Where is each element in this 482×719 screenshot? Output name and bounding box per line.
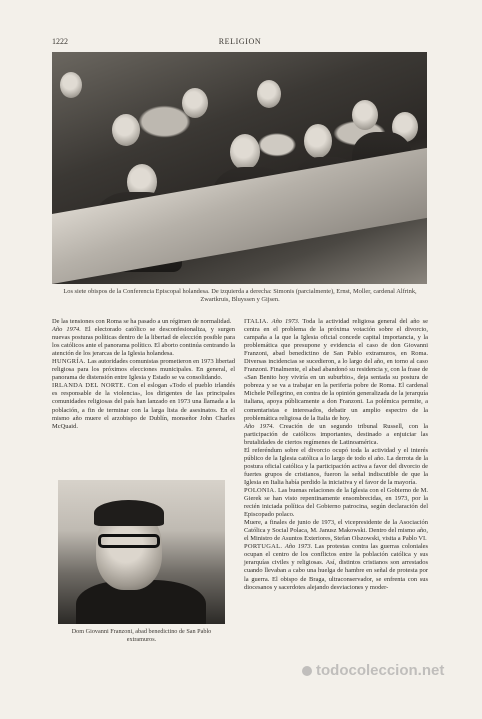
paragraph: IRLANDA DEL NORTE. Con el eslogan «Todo el pueblo irlandés es responsable de la violencia», los dirigentes de las principales comunidades religiosas del país han lanzado en 1973 una llamada a la población, a fin de terminar con la larga lista de asesinatos. En el mismo año muere el arzobispo de Dublín, monseñor John Charles McQuaid. xyxy=(52,382,235,430)
bishops-conference-photo xyxy=(52,52,427,284)
right-column xyxy=(244,318,428,592)
franzoni-portrait-photo xyxy=(58,480,225,624)
running-head: RELIGION xyxy=(218,37,262,46)
bottom-photo-caption: Dom Giovanni Franzoni, abad benedictino de San Pablo extramuros. xyxy=(71,628,212,643)
page-number: 1222 xyxy=(52,37,68,46)
watermark-text: todocoleccion.net xyxy=(316,662,445,679)
paragraph: POLONIA. Las buenas relaciones de la Iglesia con el Gobierno de M. Gierek se han visto repentinamente ensombrecidas, en 1973, por la recién iniciada política del Gobierno patrocina, según declaración del Episcopado polaco. xyxy=(244,486,428,519)
paragraph: HUNGRÍA. Las autoridades comunistas prometieron en 1973 libertad religiosa para los próximos elecciones municipales. En general, el panorama de distensión entre Iglesia y Estado se va consolidando. xyxy=(52,358,235,382)
paragraph: Año 1974. El electorado católico se desconfesionaliza, y surgen nuevas posturas políticas dentro de la libertad de elección posible para los católicos ante el panorama político. El aborto continúa centrando la atención de los jerarcas de la Iglesia holandesa. xyxy=(52,326,235,358)
paragraph: El referéndum sobre el divorcio ocupó toda la actividad y el interés público de la Iglesia católica a lo largo de todo el año. La derrota de la postura oficial católica y la participación activa a favor del divorcio de fuertes grupos de cristianos, fueron la señal indiscutible de que la Iglesia en Italia había perdido la iniciativa y el favor de la mayoría. xyxy=(244,446,428,486)
paragraph: Muere, a finales de junio de 1973, el vicepresidente de la Asociación Católica y Social Polaca, M. Janusz Makowski. Dentro del mismo año, el Ministro de Asuntos Exteriores, Stefan Olszowski, visita a Pablo VI. xyxy=(244,519,428,543)
watermark xyxy=(302,662,444,679)
paragraph: ITALIA. Año 1973. Toda la actividad religiosa general del año se centra en el problema de la próxima votación sobre el divorcio, campaña a la que la Iglesia oficial concede capital importancia, y la problemática que presupone y evidencia el caso de don Giovanni Franzoni, abad benedictino de San Pablo extramuros, en Roma. Diversas incidencias se sucedieron, a lo largo del año, en torno al caso Franzoni. Finalmente, el abad abandonó su residencia y, con la frase de «San Benito hoy viviría en un suburbio», deja sentada su postura de pobreza y se va a trabajar en la periferia pobre de Roma. El cardenal Michele Pellegrino, en contra de la opinión generalizada de la jerarquía italiana, apoya públicamente a don Franzoni. La polémica permite, a comentaristas e interesados, debatir un amplio espectro de la problemática religiosa de la Italia de hoy. xyxy=(244,318,429,422)
left-column xyxy=(52,318,235,431)
top-photo-caption: Los siete obispos de la Conferencia Episcopal holandesa. De izquierda a derecha: Simonis (parcialmente), Ernst, Moller, cardenal Alfrink, Zwartkruis, Bluyssen y Gijsen. xyxy=(63,288,417,303)
watermark-logo-icon xyxy=(302,666,312,676)
paragraph: De las tensiones con Roma se ha pasado a un régimen de normalidad. xyxy=(52,318,232,325)
page-header xyxy=(52,37,428,49)
paragraph: Año 1974. Creación de un segundo tribunal Russell, con la participación de católicos importantes, destinado a enjuiciar las brutalidades de ciertos regímenes de Latinoamérica. xyxy=(244,422,428,446)
paragraph: PORTUGAL. Año 1973. Las protestas contra las guerras coloniales ocupan el centro de los conflictos entre la población católica y sus jerarquías civiles y religiosas. Así, distintos cristianos son arrestados cuando llevaban a cabo una huelga de hambre en señal de protesta por la guerra. El obispo de Braga, ultraconservador, se enfrenta con sus diocesanos y sacerdotes alejando desviaciones y moder- xyxy=(244,543,428,591)
